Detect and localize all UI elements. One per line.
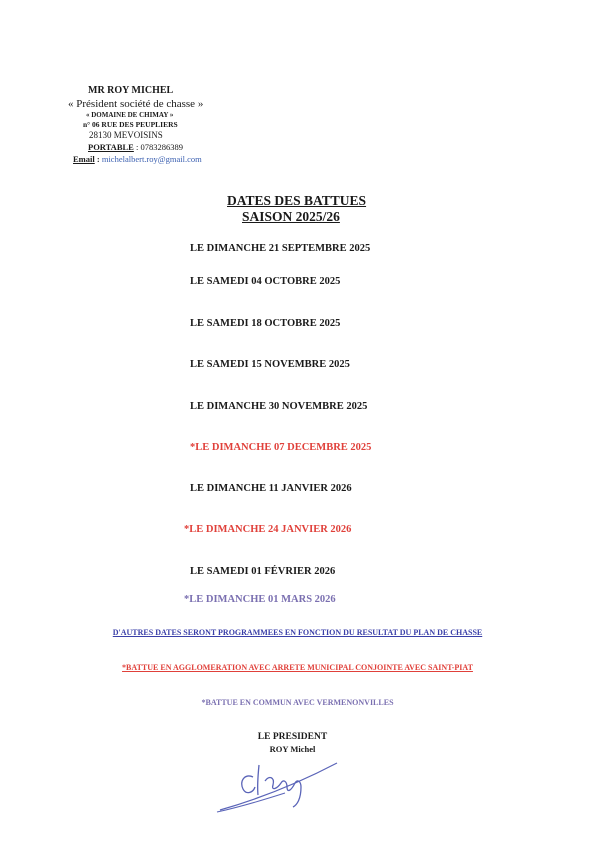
date-item: LE DIMANCHE 21 SEPTEMBRE 2025 <box>190 243 371 254</box>
phone-value: : 0783286389 <box>135 142 183 152</box>
header-street: n° 06 RUE DES PEUPLIERS <box>83 120 178 129</box>
header-name: MR ROY MICHEL <box>88 85 174 96</box>
date-item: LE DIMANCHE 30 NOVEMBRE 2025 <box>190 401 368 412</box>
signature-title: LE PRESIDENT <box>257 732 328 742</box>
date-item: LE SAMEDI 01 FÉVRIER 2026 <box>190 566 336 577</box>
phone-label: PORTABLE <box>88 142 134 152</box>
page-title: DATES DES BATTUES <box>227 193 367 208</box>
signature-name: ROY Michel <box>269 744 316 754</box>
header-phone <box>88 142 183 152</box>
header-city: 28130 MEVOISINS <box>89 130 163 140</box>
note-agglomeration: *BATTUE EN AGGLOMERATION AVEC ARRETE MUNICIPAL CONJOINTE AVEC SAINT-PIAT <box>122 663 473 672</box>
handwritten-signature <box>215 755 345 815</box>
date-item: LE SAMEDI 04 OCTOBRE 2025 <box>190 276 341 287</box>
date-item: *LE DIMANCHE 07 DECEMBRE 2025 <box>190 442 372 453</box>
email-label: Email <box>73 154 95 164</box>
email-link[interactable]: michelalbert.roy@gmail.com <box>101 154 202 164</box>
date-item: LE DIMANCHE 11 JANVIER 2026 <box>190 483 352 494</box>
date-item: LE SAMEDI 15 NOVEMBRE 2025 <box>190 359 350 370</box>
note-other-dates: D'AUTRES DATES SERONT PROGRAMMEES EN FONCTION DU RESULTAT DU PLAN DE CHASSE <box>112 628 483 637</box>
date-item: *LE DIMANCHE 24 JANVIER 2026 <box>184 524 352 535</box>
note-commun: *BATTUE EN COMMUN AVEC VERMENONVILLES <box>201 698 394 707</box>
header-role: « Président société de chasse » <box>68 98 204 110</box>
page-subtitle: SAISON 2025/26 <box>242 209 340 224</box>
header-email: Email : michelalbert.roy@gmail.com <box>73 154 202 164</box>
date-item: *LE DIMANCHE 01 MARS 2026 <box>184 594 336 605</box>
date-item: LE SAMEDI 18 OCTOBRE 2025 <box>190 318 341 329</box>
header-domain: « DOMAINE DE CHIMAY » <box>86 111 174 119</box>
